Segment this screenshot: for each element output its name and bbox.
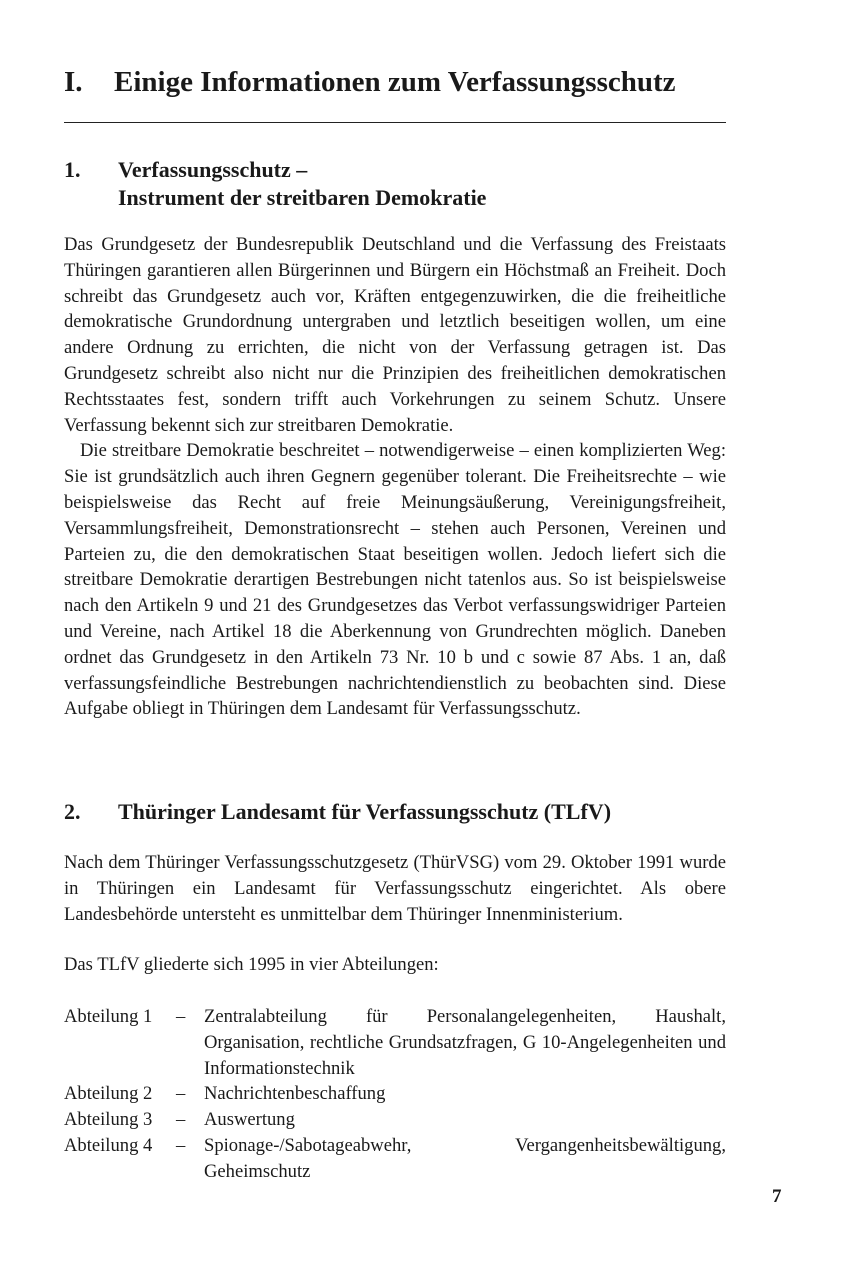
section-1-title-line-1: Verfassungsschutz – [118, 157, 308, 182]
section-1-number: 1. [64, 157, 81, 182]
department-name: Abteilung 3 [64, 1109, 153, 1131]
department-description: Auswertung [204, 1109, 295, 1131]
section-1-body [64, 232, 726, 722]
department-dash: – [176, 1134, 186, 1156]
section-2-paragraph-1: Nach dem Thüringer Verfassungsschutzgesetz (ThürVSG) vom 29. Oktober 1991 wurde in Thüringen ein Landesamt für Verfassungsschutz eingerichtet. Als obere Landesbehörde untersteht es unmittelbar dem Thüringer Innenministerium. [64, 852, 726, 925]
chapter-heading [64, 62, 726, 102]
department-dash: – [176, 1109, 186, 1131]
department-description: Nachrichtenbeschaffung [204, 1083, 386, 1105]
chapter-title: Einige Informationen zum Verfassungsschutz [114, 66, 676, 98]
department-dash: – [176, 1006, 186, 1027]
department-row [64, 1133, 726, 1185]
section-1-heading [64, 156, 726, 212]
heading-divider [64, 122, 726, 123]
chapter-number: I. [64, 66, 83, 98]
page-number: 7 [772, 1186, 782, 1207]
section-1-title-line-2: Instrument der streitbaren Demokratie [118, 185, 487, 210]
departments-intro: Das TLfV gliederte sich 1995 in vier Abteilungen: [64, 954, 439, 975]
section-2-body [64, 850, 726, 927]
department-row [64, 1081, 726, 1107]
departments-intro-block [64, 952, 726, 978]
section-1-paragraph-1: Das Grundgesetz der Bundesrepublik Deutschland und die Verfassung des Freistaats Thüringen garantieren allen Bürgerinnen und Bürgern ein Höchstmaß an Freiheit. Doch schreibt das Grundgesetz auch vor, Kräften entgegenzuwirken, die die freiheitliche demokratische Grundordnung untergraben und letztlich beseitigen wollen, um eine andere Ordnung zu errichten, die nicht von der Verfassung getragen ist. Das Grundgesetz schreibt also nicht nur die Prinzipien des freiheitlichen demokratischen Rechtsstaates fest, sondern trifft auch Vorkehrungen zu seinem Schutz. Unsere Verfassung bekennt sich zur streitbaren Demokratie. [64, 234, 726, 436]
department-name: Abteilung 4 [64, 1134, 153, 1156]
department-description: Zentralabteilung für Personalangelegenheiten, Haushalt, Organisation, rechtliche Grundsatzfragen, G 10-Angelegenheiten und Informationstechnik [204, 1006, 726, 1079]
section-2-title: Thüringer Landesamt für Verfassungsschutz (TLfV) [118, 799, 612, 824]
department-name: Abteilung 2 [64, 1083, 153, 1105]
section-2-number: 2. [64, 799, 81, 824]
department-dash: – [176, 1083, 186, 1105]
departments-list [64, 1004, 726, 1185]
department-row [64, 1107, 726, 1133]
section-2-heading [64, 798, 726, 826]
department-name: Abteilung 1 [64, 1006, 153, 1027]
department-row [64, 1004, 726, 1081]
department-description: Spionage-/Sabotageabwehr, Vergangenheitsbewältigung, Geheimschutz [204, 1134, 726, 1182]
section-1-paragraph-2: Die streitbare Demokratie beschreitet – notwendigerweise – einen komplizierten Weg: Sie ist grundsätzlich auch ihren Gegnern gegenüber tolerant. Die Freiheitsrechte – wie beispielsweise das Recht auf freie Meinungsäußerung, Vereinigungsfreiheit, Versammlungsfreiheit, Demonstrationsrecht – stehen auch Personen, Vereinen und Parteien zu, die den demokratischen Staat beseitigen wollen. Jedoch liefert sich die streitbare Demokratie derartigen Bestrebungen nicht tatenlos aus. So ist beispielsweise nach den Artikeln 9 und 21 des Grundgesetzes das Verbot verfassungswidriger Parteien und Vereine, nach Artikel 18 die Aberkennung von Grundrechten möglich. Daneben ordnet das Grundgesetz in den Artikeln 73 Nr. 10 b und c sowie 87 Abs. 1 an, daß verfassungsfeindliche Bestrebungen nachrichtendienstlich zu beobachten sind. Diese Aufgabe obliegt in Thüringen dem Landesamt für Verfassungsschutz. [64, 440, 726, 720]
